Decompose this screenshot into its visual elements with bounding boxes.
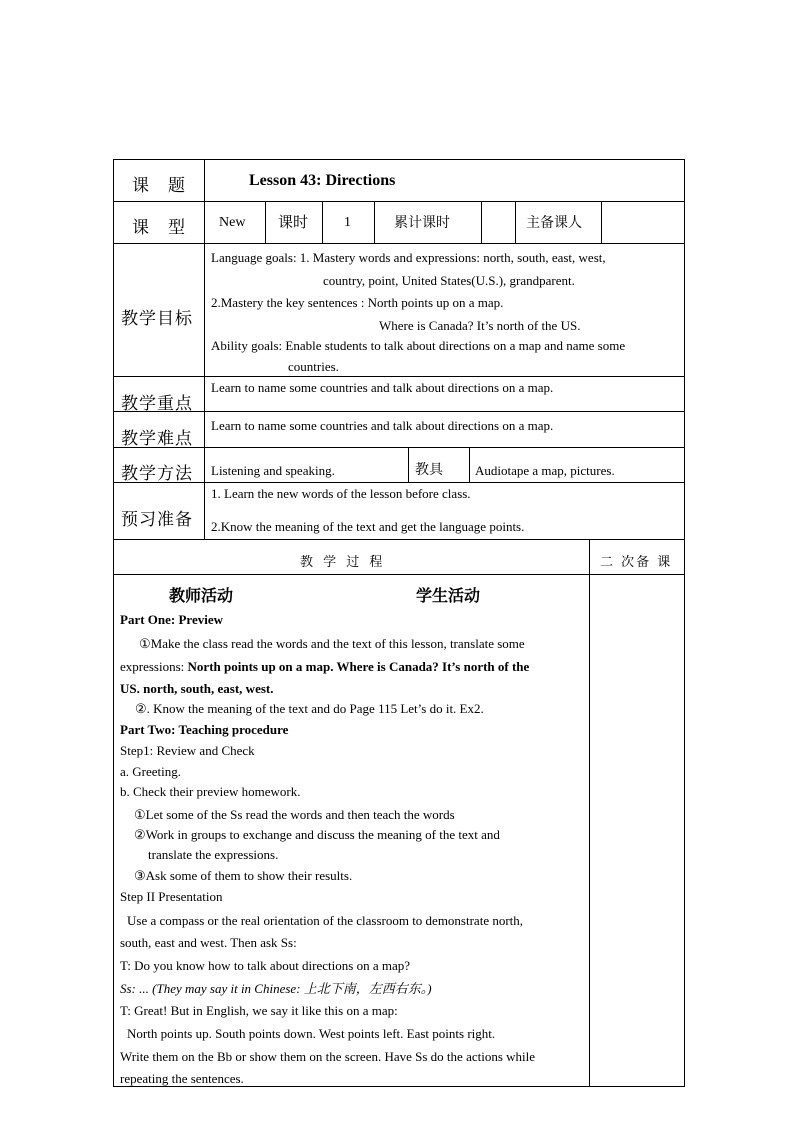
process-line bbox=[120, 659, 529, 675]
goal-line: 2.Mastery the key sentences : North points up on a map. bbox=[211, 295, 504, 310]
key-points-text: Learn to name some countries and talk about directions on a map. bbox=[211, 380, 554, 395]
process-line: translate the expressions. bbox=[148, 847, 279, 862]
process-header: 教 学 过 程 bbox=[300, 555, 386, 570]
key-sentences: North points up on a map. Where is Canada? It’s north of the bbox=[187, 659, 530, 674]
goal-line: countries. bbox=[288, 359, 339, 374]
cell-divider bbox=[265, 201, 266, 244]
process-line: ①Let some of the Ss read the words and then teach the words bbox=[134, 807, 455, 822]
row-divider bbox=[113, 411, 685, 412]
table-top-border bbox=[113, 159, 685, 160]
process-line: US. north, south, east, west. bbox=[120, 681, 274, 696]
goal-line: Where is Canada? It’s north of the US. bbox=[379, 318, 581, 333]
difficult-points-text: Learn to name some countries and talk about directions on a map. bbox=[211, 418, 554, 433]
cell-divider bbox=[481, 201, 482, 244]
type-label: 课 型 bbox=[132, 218, 186, 237]
goal-line: country, point, United States(U.S.), grandparent. bbox=[323, 273, 575, 288]
preparer-label: 主备课人 bbox=[526, 215, 582, 231]
label-column-divider bbox=[204, 159, 205, 540]
row-divider bbox=[113, 539, 685, 540]
row-divider bbox=[113, 201, 685, 202]
cumulative-label: 累计课时 bbox=[394, 215, 450, 231]
process-line: ③Ask some of them to show their results. bbox=[134, 868, 353, 883]
aids-text: Audiotape a map, pictures. bbox=[475, 463, 615, 478]
row-divider bbox=[113, 376, 685, 377]
cell-divider bbox=[322, 201, 323, 244]
topic-label: 课 题 bbox=[132, 176, 186, 195]
second-prep-header: 二 次备 课 bbox=[600, 555, 673, 570]
goal-line: Language goals: 1. Mastery words and expressions: north, south, east, west, bbox=[211, 250, 606, 265]
cell-divider bbox=[374, 201, 375, 244]
student-activity-heading: 学生活动 bbox=[416, 586, 481, 605]
cell-divider bbox=[408, 447, 409, 483]
preview-label: 预习准备 bbox=[121, 510, 193, 529]
lesson-title: Lesson 43: Directions bbox=[249, 172, 396, 189]
hours-value: 1 bbox=[344, 215, 351, 230]
preview-line: 1. Learn the new words of the lesson before class. bbox=[211, 486, 471, 501]
process-line: a. Greeting. bbox=[120, 764, 182, 779]
teacher-activity-heading: 教师活动 bbox=[169, 586, 234, 605]
process-line: repeating the sentences. bbox=[120, 1071, 244, 1086]
methods-label: 教学方法 bbox=[121, 464, 193, 483]
preview-line: 2.Know the meaning of the text and get the language points. bbox=[211, 519, 525, 534]
process-line: T: Great! But in English, we say it like this on a map: bbox=[120, 1003, 398, 1018]
difficult-points-label: 教学难点 bbox=[121, 429, 193, 448]
expressions-prefix: expressions: bbox=[120, 659, 188, 674]
cell-divider bbox=[601, 201, 602, 244]
process-line: Ss: ... (They may say it in Chinese: 上北下南，左西右东。) bbox=[120, 981, 432, 996]
step2-heading: Step II Presentation bbox=[120, 889, 223, 904]
process-line: ②Work in groups to exchange and discuss the meaning of the text and bbox=[134, 827, 500, 842]
table-left-border bbox=[113, 159, 114, 1087]
cell-divider bbox=[469, 447, 470, 483]
part-two-heading: Part Two: Teaching procedure bbox=[120, 722, 289, 737]
row-divider bbox=[113, 447, 685, 448]
process-line: T: Do you know how to talk about directions on a map? bbox=[120, 958, 410, 973]
process-line: b. Check their preview homework. bbox=[120, 784, 301, 799]
row-divider bbox=[113, 482, 685, 483]
table-right-border bbox=[684, 159, 685, 1087]
process-line: ①Make the class read the words and the text of this lesson, translate some bbox=[139, 636, 525, 651]
process-line: south, east and west. Then ask Ss: bbox=[120, 935, 297, 950]
methods-text: Listening and speaking. bbox=[211, 463, 335, 478]
row-divider bbox=[113, 574, 685, 575]
second-prep-divider bbox=[589, 539, 590, 1087]
part-one-heading: Part One: Preview bbox=[120, 612, 223, 627]
hours-label: 课时 bbox=[278, 213, 309, 231]
goals-label: 教学目标 bbox=[121, 309, 193, 328]
step1-heading: Step1: Review and Check bbox=[120, 743, 255, 758]
cell-divider bbox=[515, 201, 516, 244]
goal-line: Ability goals: Enable students to talk about directions on a map and name some bbox=[211, 338, 626, 353]
process-line: Use a compass or the real orientation of the classroom to demonstrate north, bbox=[127, 913, 524, 928]
row-divider bbox=[113, 243, 685, 244]
process-line: ②. Know the meaning of the text and do Page 115 Let’s do it. Ex2. bbox=[135, 701, 484, 716]
process-line: Write them on the Bb or show them on the screen. Have Ss do the actions while bbox=[120, 1049, 536, 1064]
aids-label: 教具 bbox=[415, 462, 443, 478]
key-points-label: 教学重点 bbox=[121, 394, 193, 413]
type-value: New bbox=[219, 215, 246, 230]
process-line: North points up. South points down. West points left. East points right. bbox=[127, 1026, 496, 1041]
